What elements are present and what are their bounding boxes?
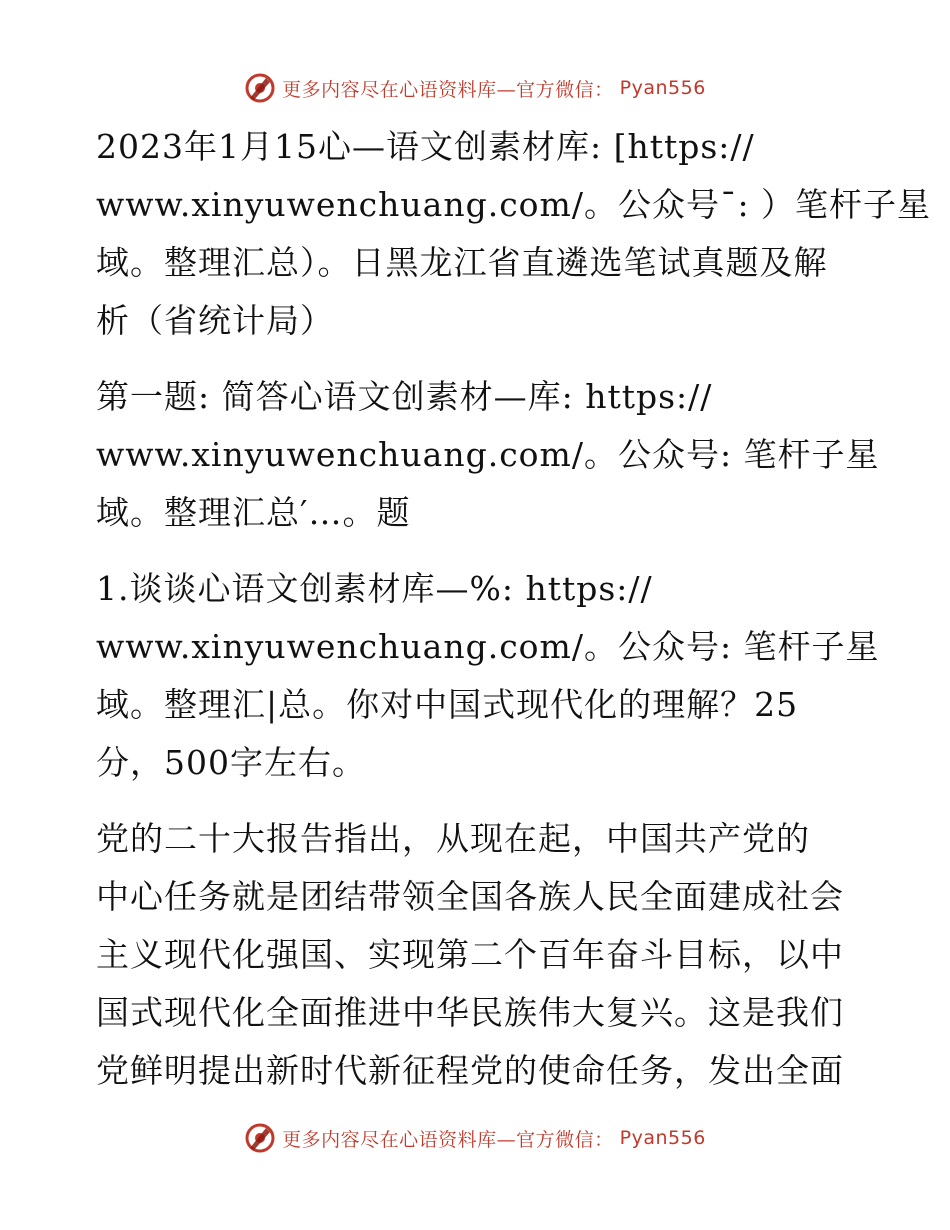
watermark-text: 更多内容尽在心语资料库—官方微信： xyxy=(282,78,614,101)
text-line: 析（省统计局） xyxy=(96,301,334,340)
watermark-contact: Pyan556 xyxy=(619,77,706,99)
text-line: 域。整理汇总）。日黑龙江省直遴选笔试真题及解 xyxy=(96,243,828,282)
pen-logo-icon xyxy=(244,1122,276,1154)
text-line: 党的二十大报告指出，从现在起，中国共产党的 xyxy=(96,819,810,858)
paragraph-question-1 xyxy=(96,560,880,792)
pen-logo-icon xyxy=(244,72,276,104)
text-line: 域。整理汇|总。你对中国式现代化的理解？25 xyxy=(96,685,799,724)
text-line: 第一题: 简答心语文创素材—库: https:// xyxy=(96,377,713,416)
footer-watermark xyxy=(0,1122,950,1154)
text-line: www.xinyuwenchuang.com/。公众号¯: ）笔杆子星 xyxy=(96,185,932,224)
paragraph-title xyxy=(96,118,932,350)
header-watermark xyxy=(0,72,950,104)
paragraph-question-heading xyxy=(96,368,880,542)
text-line: 党鲜明提出新时代新征程党的使命任务，发出全面 xyxy=(96,1051,844,1090)
text-line: 2023年1月15心—语文创素材库: [https:// xyxy=(96,127,755,166)
text-line: 主义现代化强国、实现第二个百年奋斗目标，以中 xyxy=(96,935,844,974)
watermark-text: 更多内容尽在心语资料库—官方微信： xyxy=(282,1128,614,1151)
text-line: 国式现代化全面推进中华民族伟大复兴。这是我们 xyxy=(96,993,844,1032)
document-body xyxy=(96,118,932,1118)
text-line: 域。整理汇总′…。题 xyxy=(96,493,411,532)
text-line: www.xinyuwenchuang.com/。公众号: 笔杆子星 xyxy=(96,627,880,666)
text-line: 分，500字左右。 xyxy=(96,743,366,782)
text-line: 1.谈谈心语文创素材库—%: https:// xyxy=(96,569,653,608)
watermark-contact: Pyan556 xyxy=(619,1127,706,1149)
text-line: 中心任务就是团结带领全国各族人民全面建成社会 xyxy=(96,877,844,916)
paragraph-answer xyxy=(96,810,856,1100)
text-line: www.xinyuwenchuang.com/。公众号: 笔杆子星 xyxy=(96,435,880,474)
